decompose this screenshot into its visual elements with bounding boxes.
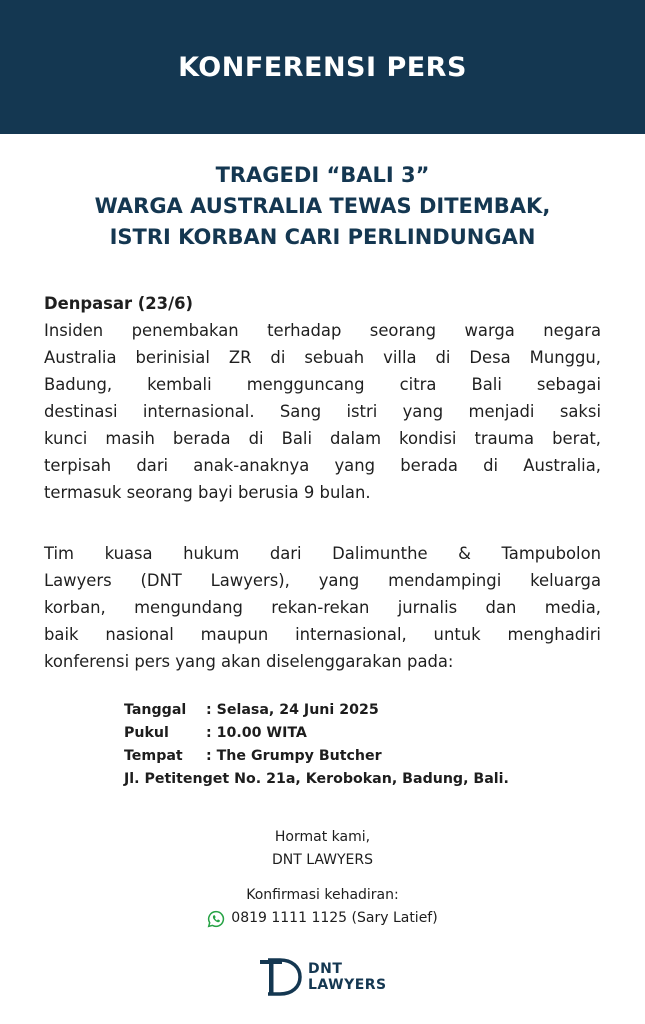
paragraph-line: Australia berinisial ZR di sebuah villa di Desa Munggu, bbox=[44, 348, 601, 367]
paragraph-line: Badung, kembali mengguncang citra Bali sebagai bbox=[44, 375, 601, 394]
regards-text: Hormat kami, bbox=[274, 829, 371, 845]
contact-row[interactable] bbox=[207, 907, 437, 930]
detail-date bbox=[124, 699, 509, 722]
detail-date-label: Tanggal bbox=[124, 702, 187, 718]
detail-time-label: Pukul bbox=[124, 725, 169, 741]
paragraph-2 bbox=[44, 540, 601, 675]
paragraph-line: kunci masih berada di Bali dalam kondisi trauma berat, bbox=[44, 429, 601, 448]
detail-address-value: Jl. Petitenget No. 21a, Kerobokan, Badung, Bali. bbox=[124, 771, 509, 787]
logo-line-2: LAWYERS bbox=[308, 977, 387, 993]
event-details bbox=[124, 699, 509, 791]
page-title: KONFERENSI PERS bbox=[178, 51, 467, 83]
headline-line-2: WARGA AUSTRALIA TEWAS DITEMBAK, bbox=[94, 194, 551, 218]
headline-line-3: ISTRI KORBAN CARI PERLINDUNGAN bbox=[109, 225, 536, 249]
paragraph-line: Tim kuasa hukum dari Dalimunthe & Tampubolon bbox=[44, 544, 601, 563]
logo-text bbox=[308, 961, 387, 993]
whatsapp-icon bbox=[207, 910, 225, 928]
paragraph-line: baik nasional maupun internasional, untuk menghadiri bbox=[44, 625, 601, 644]
detail-time bbox=[124, 722, 509, 745]
rsvp-label: Konfirmasi kehadiran: bbox=[246, 887, 399, 903]
paragraph-line: konferensi pers yang akan diselenggarakan pada: bbox=[44, 652, 454, 671]
detail-time-value: : 10.00 WITA bbox=[206, 725, 307, 741]
signatory-text: DNT LAWYERS bbox=[271, 852, 374, 868]
paragraph-line: Insiden penembakan terhadap seorang warga negara bbox=[44, 321, 601, 340]
closing-regards bbox=[0, 826, 645, 872]
paragraph-line: Lawyers (DNT Lawyers), yang mendampingi keluarga bbox=[44, 571, 601, 590]
dnt-logo-mark-icon bbox=[258, 957, 304, 997]
logo-line-1: DNT bbox=[308, 961, 343, 977]
header-banner bbox=[0, 0, 645, 134]
dnt-logo bbox=[258, 957, 398, 997]
paragraph-1 bbox=[44, 290, 601, 506]
dateline: Denpasar (23/6) bbox=[44, 294, 193, 313]
headline bbox=[0, 160, 645, 253]
detail-place bbox=[124, 745, 509, 768]
rsvp-section bbox=[0, 884, 645, 936]
detail-address bbox=[124, 768, 509, 791]
detail-place-label: Tempat bbox=[124, 748, 183, 764]
contact-text: 0819 1111 1125 (Sary Latief) bbox=[231, 910, 438, 926]
paragraph-line: termasuk seorang bayi berusia 9 bulan. bbox=[44, 483, 371, 502]
paragraph-line: destinasi internasional. Sang istri yang menjadi saksi bbox=[44, 402, 601, 421]
paragraph-line: terpisah dari anak-anaknya yang berada di Australia, bbox=[44, 456, 601, 475]
detail-place-value: : The Grumpy Butcher bbox=[206, 748, 382, 764]
paragraph-line: korban, mengundang rekan-rekan jurnalis dan media, bbox=[44, 598, 601, 617]
headline-line-1: TRAGEDI “BALI 3” bbox=[215, 163, 430, 187]
detail-date-value: : Selasa, 24 Juni 2025 bbox=[206, 702, 379, 718]
